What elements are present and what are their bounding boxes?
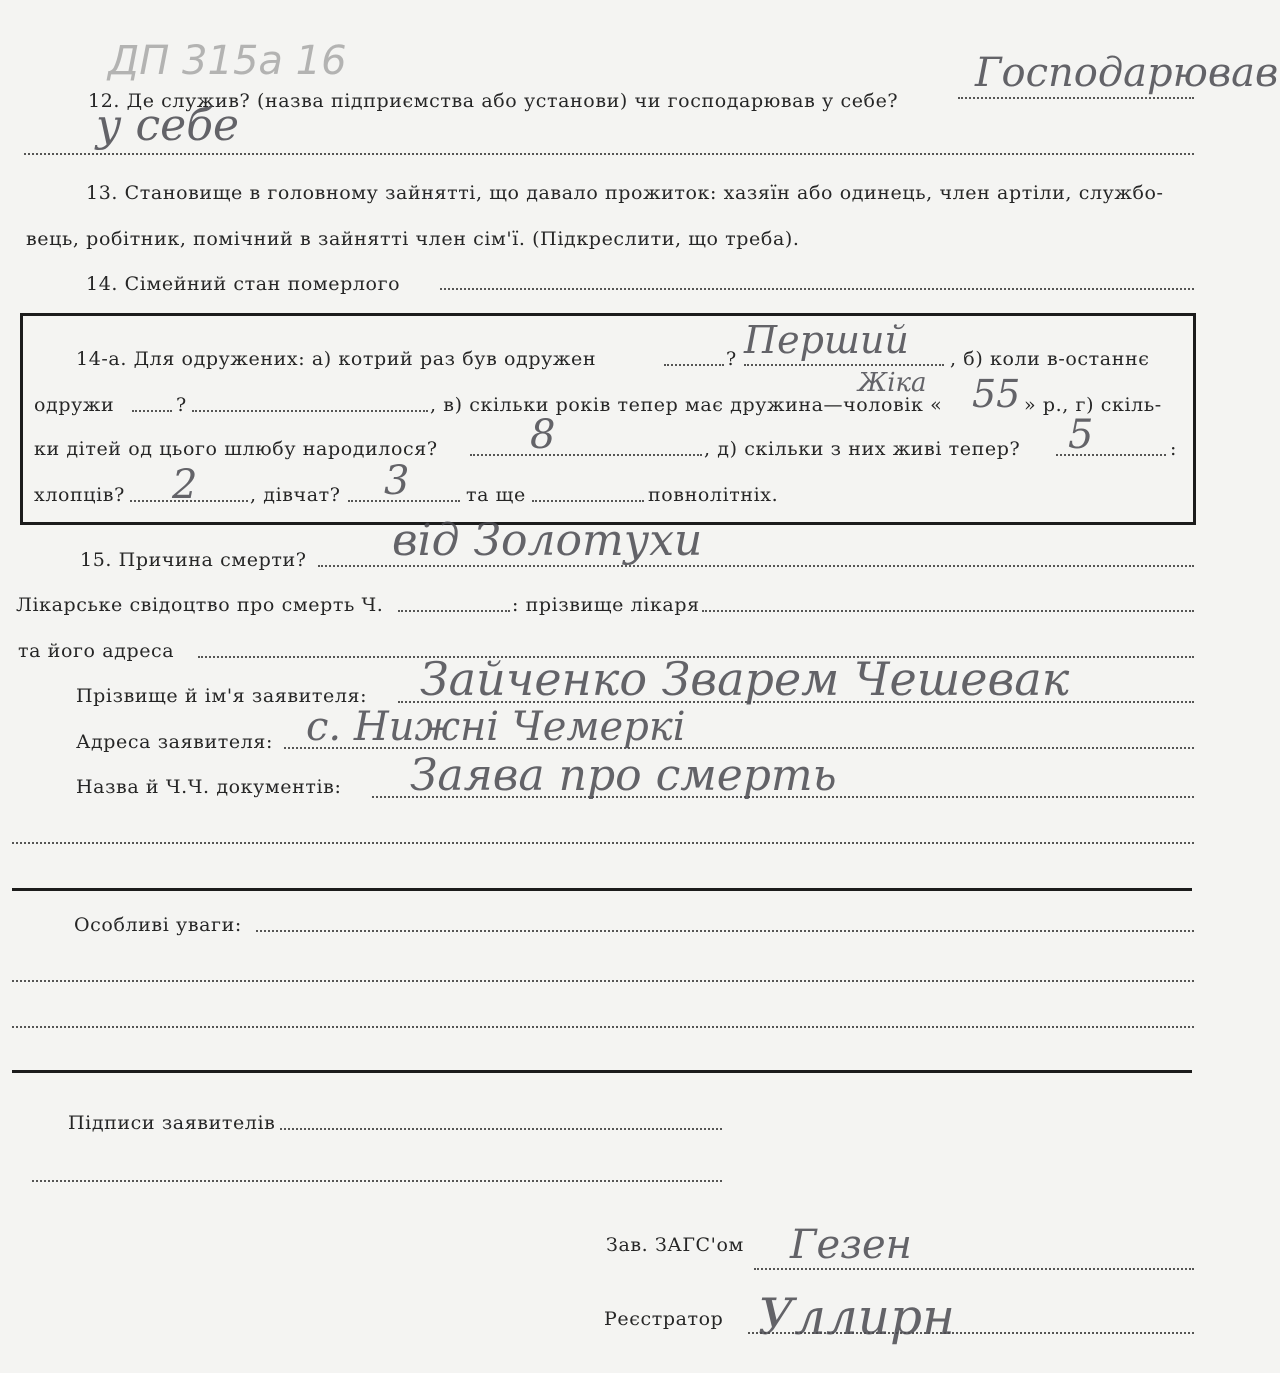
q12-answer-2: у себе	[96, 100, 240, 151]
section-divider-2	[12, 1070, 1192, 1073]
signatures-line-2	[32, 1180, 722, 1182]
q14-line	[440, 288, 1194, 290]
q14a-line4-a: хлопців?	[34, 484, 125, 506]
applicant-name-label: Прізвище й ім'я заявителя:	[76, 685, 368, 707]
q12-label: 12. Де служив? (назва підприємства або установи) чи господарював у себе?	[88, 90, 899, 112]
q14a-line4-b: , дівчат?	[250, 484, 341, 506]
head-label: Зав. ЗАГС'ом	[606, 1234, 744, 1256]
medical-cert-line	[398, 610, 510, 612]
q14a-line1-b: , б) коли в-останнє	[950, 348, 1150, 370]
section-divider-1	[12, 888, 1192, 891]
applicant-docs-value: Заява про смерть	[410, 750, 837, 801]
q14a-answer-spouse-age: 55	[972, 372, 1021, 416]
q14a-answer-girls: 3	[384, 458, 410, 504]
q14a-answer-boys: 2	[172, 462, 198, 508]
notes-line-1	[256, 930, 1194, 932]
q12-answer-1: Господарював	[975, 50, 1279, 96]
q15-label: 15. Причина смерти?	[80, 549, 307, 571]
q14a-answer-spouse-word: Жіка	[858, 368, 927, 398]
q14a-times-line	[664, 364, 724, 366]
q14a-line1-q: ?	[726, 348, 737, 370]
applicant-docs-label: Назва й Ч.Ч. документів:	[76, 776, 342, 798]
notes-label: Особливі уваги:	[74, 914, 242, 936]
head-signature: Гезен	[790, 1222, 912, 1268]
q14-label: 14. Сімейний стан померлого	[86, 273, 401, 295]
q14a-times-line-2	[744, 364, 944, 366]
registrar-label: Реєстратор	[604, 1308, 724, 1330]
notes-line-3	[12, 1026, 1194, 1028]
q14a-date-line-2	[192, 410, 428, 412]
medical-label-a: Лікарське свідоцтво про смерть Ч.	[16, 594, 384, 616]
q14a-line4-d: повнолітніх.	[648, 484, 779, 506]
q14a-line3-c: :	[1170, 438, 1178, 460]
q13-line-1: 13. Становище в головному зайнятті, що давало прожиток: хазяїн або одинець, член артіли, службо-	[86, 182, 1164, 204]
medical-label-c: та його адреса	[18, 640, 175, 662]
q14a-answer-times: Перший	[744, 318, 909, 362]
signatures-line-1	[280, 1128, 722, 1130]
q14a-children-line	[470, 454, 702, 456]
q15-answer: від Золотухи	[392, 515, 703, 566]
margin-archive-note: ДП 315а 16	[108, 38, 347, 84]
q13-line-2: вець, робітник, помічний в зайнятті член сім'ї. (Підкреслити, що треба).	[26, 228, 800, 250]
medical-label-b: : прізвище лікаря	[512, 594, 700, 616]
signatures-label: Підписи заявителів	[68, 1112, 276, 1134]
head-sign-line	[754, 1268, 1194, 1270]
q14a-date-line	[132, 410, 172, 412]
q12-line-2	[24, 153, 1194, 155]
medical-doctor-line	[702, 610, 1194, 612]
q14a-answer-alive: 5	[1068, 412, 1094, 458]
q14a-line4-c: та ще	[466, 484, 526, 506]
q14a-line3-a: ки дітей од цього шлюбу народилося?	[34, 438, 438, 460]
q14a-line2-a: одружи	[34, 394, 115, 416]
applicant-address-value: с. Нижні Чемеркі	[306, 704, 686, 750]
q14a-line2-c: » р., г) скіль-	[1024, 394, 1162, 416]
registrar-signature: Уллирн	[758, 1288, 955, 1346]
applicant-address-label: Адреса заявителя:	[76, 731, 273, 753]
q14a-answer-children: 8	[530, 412, 556, 458]
q14a-line3-b: , д) скільки з них живі тепер?	[704, 438, 1021, 460]
q14a-line2-b: , в) скільки років тепер має дружина—чоловік «	[430, 394, 943, 416]
q14a-line2-q: ?	[176, 394, 187, 416]
applicant-name-value: Зайченко Зварем Чешевак	[420, 652, 1070, 706]
applicant-docs-line-2	[12, 842, 1194, 844]
q14a-adult-line	[532, 500, 644, 502]
notes-line-2	[12, 980, 1194, 982]
q12-line-1	[958, 97, 1194, 99]
q14a-line1-a: 14-а. Для одружених: а) котрий раз був одружен	[76, 348, 597, 370]
